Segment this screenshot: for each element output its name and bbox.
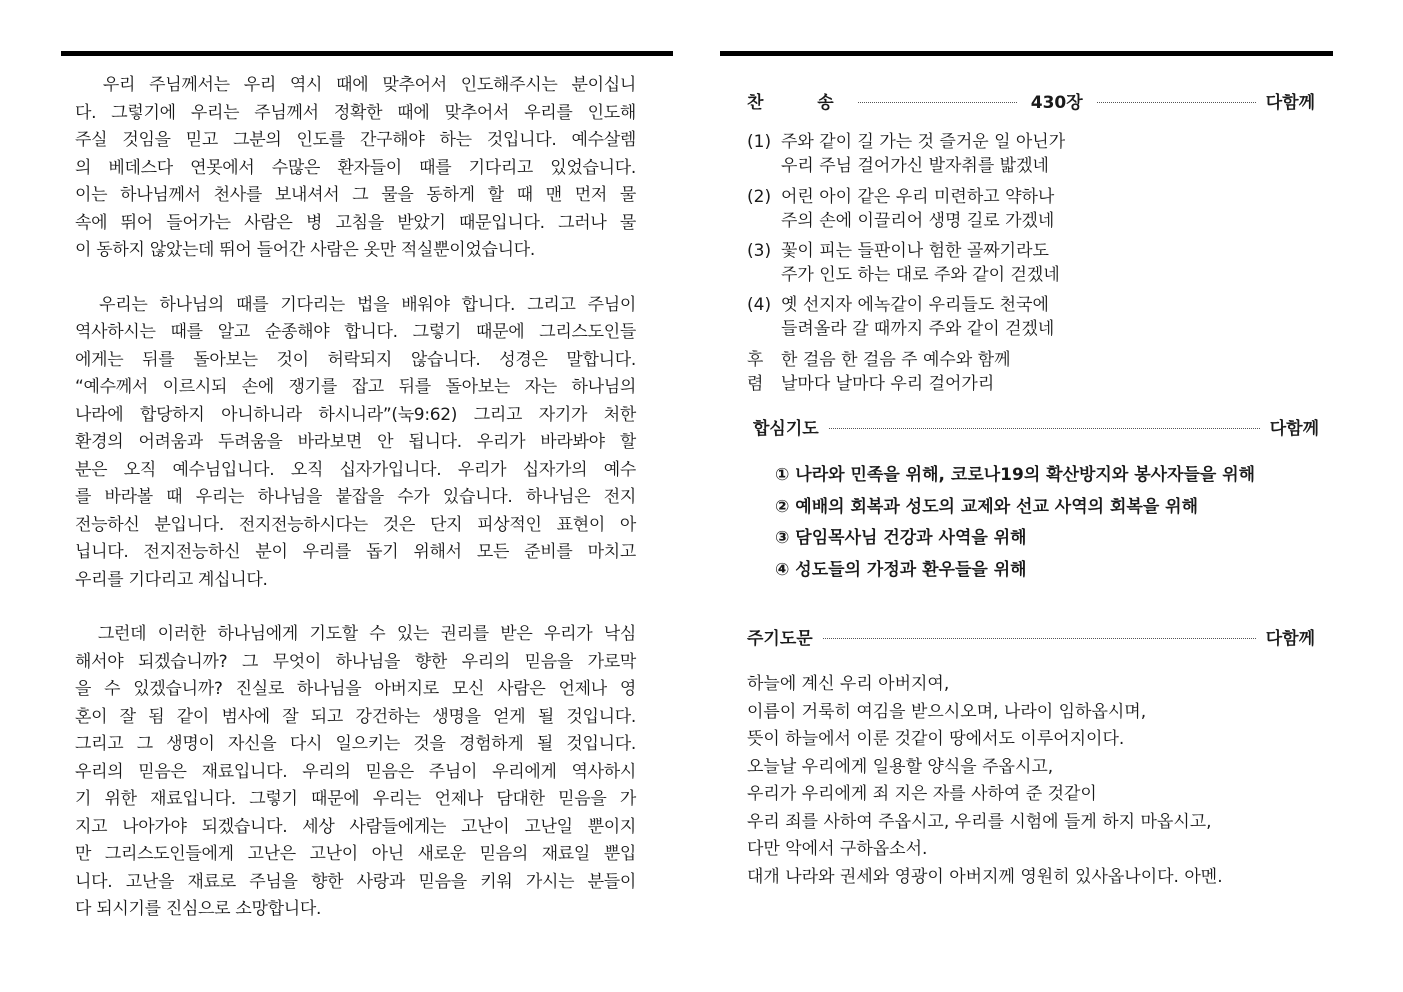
verse-line: 주가 인도 하는 대로 주와 같이 걷겠네 (781, 265, 1060, 285)
text-line: 이는 하나님께서 천사를 보내셔서 그 물을 동하게 할 때 맨 먼저 물 (75, 185, 636, 205)
prayer-item: ① 나라와 민족을 위해, 코로나19의 확산방지와 봉사자들을 위해 (775, 465, 1256, 485)
verse-line: 주의 손에 이끌리어 생명 길로 가겠네 (781, 211, 1055, 231)
text-line: 우리를 기다리고 계십니다. (75, 569, 268, 590)
prayer-participants: 다함께 (1269, 418, 1319, 439)
hymn-label: 찬 송 (747, 92, 848, 113)
text-line: 지고 나아가야 되겠습니다. 세상 사람들에게는 고난이 고난일 뿐이지 (75, 816, 636, 837)
refrain-line: 날마다 날마다 우리 걸어가리 (781, 374, 995, 394)
text-line: 그런데 이러한 하나님에게 기도할 수 있는 권리를 받은 우리가 낙심 (75, 624, 636, 644)
prayer-line: 하늘에 계신 우리 아버지여, (747, 674, 950, 694)
text-line: 그리고 그 생명이 자신을 다시 일으키는 것을 경험하게 될 것입니다. (75, 734, 636, 754)
sermon-paragraph-1 (75, 72, 636, 265)
sermon-paragraph-2 (75, 292, 636, 595)
prayer-item: ④ 성도들의 가정과 환우들을 위해 (775, 559, 1027, 580)
text-line: 을 수 있겠습니까? 진실로 하나님을 아버지로 모신 사람은 언제나 영 (75, 679, 636, 699)
prayer-item: ② 예배의 회복과 성도의 교제와 선교 사역의 회복을 위해 (775, 496, 1199, 517)
right-top-rule (720, 51, 1333, 56)
lords-prayer-label: 주기도문 (747, 628, 813, 649)
text-line: 우리는 하나님의 때를 기다리는 법을 배워야 합니다. 그리고 주님이 (75, 294, 636, 315)
hymn-header (747, 88, 1315, 112)
text-line: 를 바라볼 때 우리는 하나님을 붙잡을 수가 있습니다. 하나님은 전지 (75, 487, 636, 507)
sermon-paragraph-3 (75, 621, 636, 924)
text-line: 나라에 합당하지 아니하니라 하시니라”(눅9:62) 그리고 자기가 처한 (75, 404, 636, 425)
text-line: 이 동하지 않았는데 뛰어 들어간 사람은 옷만 적실뿐이었습니다. (75, 240, 536, 260)
leader-dots (1097, 102, 1256, 103)
verse-number: (1) (747, 132, 772, 152)
verse-line: 옛 선지자 에녹같이 우리들도 천국에 (781, 295, 1049, 315)
text-line: 다. 그렇기에 우리는 주님께서 정확한 때에 맞추어서 우리를 인도해 (75, 102, 636, 123)
refrain-marker: 렴 (747, 374, 764, 394)
prayer-list (775, 460, 1255, 586)
verse-number: (4) (747, 295, 772, 315)
hymn-verse-3 (747, 239, 1060, 287)
verse-line: 들려올라 갈 때까지 주와 같이 걷겠네 (781, 319, 1055, 339)
verse-line: 우리 주님 걸어가신 발자취를 밟겠네 (781, 156, 1049, 176)
hymn-verse-4 (747, 293, 1054, 341)
refrain-marker: 후 (747, 350, 764, 370)
verse-line: 꽃이 피는 들판이나 험한 골짜기라도 (781, 241, 1049, 261)
text-line: “예수께서 이르시되 손에 쟁기를 잡고 뒤를 돌아보는 자는 하나님의 (75, 377, 636, 397)
leader-dots (858, 102, 1017, 103)
text-line: 다 되시기를 진심으로 소망합니다. (75, 899, 322, 919)
verse-number: (3) (747, 241, 772, 261)
text-line: 에게는 뒤를 돌아보는 것이 허락되지 않습니다. 성경은 말합니다. (75, 349, 636, 370)
text-line: 속에 뛰어 들어가는 사람은 병 고침을 받았기 때문입니다. 그러나 물 (75, 212, 636, 233)
prayer-line: 뜻이 하늘에서 이룬 것같이 땅에서도 이루어지이다. (747, 729, 1125, 749)
lords-prayer-participants: 다함께 (1265, 628, 1315, 649)
sermon-body (75, 72, 636, 951)
text-line: 닙니다. 전지전능하신 분이 우리를 돕기 위해서 모든 준비를 마치고 (75, 542, 636, 562)
prayer-line: 대개 나라와 권세와 영광이 아버지께 영원히 있사옵나이다. 아멘. (747, 866, 1223, 887)
prayer-header (753, 414, 1319, 438)
prayer-line: 우리가 우리에게 죄 지은 자를 사하여 준 것같이 (747, 784, 1097, 804)
lords-prayer-text (747, 671, 1223, 891)
text-line: 기 위한 재료입니다. 그렇기 때문에 우리는 언제나 담대한 믿음을 가 (75, 789, 636, 809)
text-line: 니다. 고난을 재료로 주님을 향한 사랑과 믿음을 키워 가시는 분들이 (75, 871, 636, 892)
leader-dots (823, 638, 1256, 639)
verse-number: (2) (747, 187, 772, 207)
prayer-line: 오늘날 우리에게 일용할 양식을 주옵시고, (747, 756, 1054, 777)
text-line: 의 베데스다 연못에서 수많은 환자들이 때를 기다리고 있었습니다. (75, 157, 636, 178)
prayer-line: 다만 악에서 구하옵소서. (747, 839, 928, 859)
left-top-rule (61, 51, 673, 56)
prayer-item: ③ 담임목사님 건강과 사역을 위해 (775, 528, 1027, 548)
text-line: 전능하신 분입니다. 전지전능하시다는 것은 단지 피상적인 표현이 아 (75, 514, 636, 535)
hymn-refrain (747, 348, 1011, 396)
prayer-label: 합심기도 (753, 418, 819, 439)
text-line: 우리 주님께서는 우리 역시 때에 맞추어서 인도해주시는 분이십니 (75, 75, 636, 95)
hymn-participants: 다함께 (1265, 92, 1316, 113)
text-line: 해서야 되겠습니까? 그 무엇이 하나님을 향한 우리의 믿음을 가로막 (75, 651, 636, 672)
lords-prayer-header (747, 624, 1315, 648)
text-line: 환경의 어려움과 두려움을 바라보면 안 됩니다. 우리가 바라봐야 할 (75, 432, 636, 452)
prayer-line: 이름이 거룩히 여김을 받으시오며, 나라이 임하옵시며, (747, 701, 1147, 722)
text-line: 혼이 잘 됨 같이 범사에 잘 되고 강건하는 생명을 얻게 될 것입니다. (75, 706, 636, 727)
text-line: 만 그리스도인들에게 고난은 고난이 아닌 새로운 믿음의 재료일 뿐입 (75, 844, 636, 864)
refrain-line: 한 걸음 한 걸음 주 예수와 함께 (781, 350, 1011, 370)
hymn-number: 430장 (1030, 92, 1083, 113)
leader-dots (829, 428, 1260, 429)
text-line: 역사하시는 때를 알고 순종해야 합니다. 그렇기 때문에 그리스도인들 (75, 322, 636, 342)
verse-line: 주와 같이 길 가는 것 즐거운 일 아닌가 (781, 132, 1066, 152)
prayer-line: 우리 죄를 사하여 주옵시고, 우리를 시험에 들게 하지 마옵시고, (747, 811, 1212, 832)
text-line: 우리의 믿음은 재료입니다. 우리의 믿음은 주님이 우리에게 역사하시 (75, 761, 636, 782)
hymn-verse-1 (747, 130, 1065, 178)
verse-line: 어린 아이 같은 우리 미련하고 약하나 (781, 187, 1055, 207)
text-line: 분은 오직 예수님입니다. 오직 십자가입니다. 우리가 십자가의 예수 (75, 459, 636, 480)
hymn-verse-2 (747, 185, 1054, 233)
text-line: 주실 것임을 믿고 그분의 인도를 간구해야 하는 것입니다. 예수살렘 (75, 130, 636, 150)
